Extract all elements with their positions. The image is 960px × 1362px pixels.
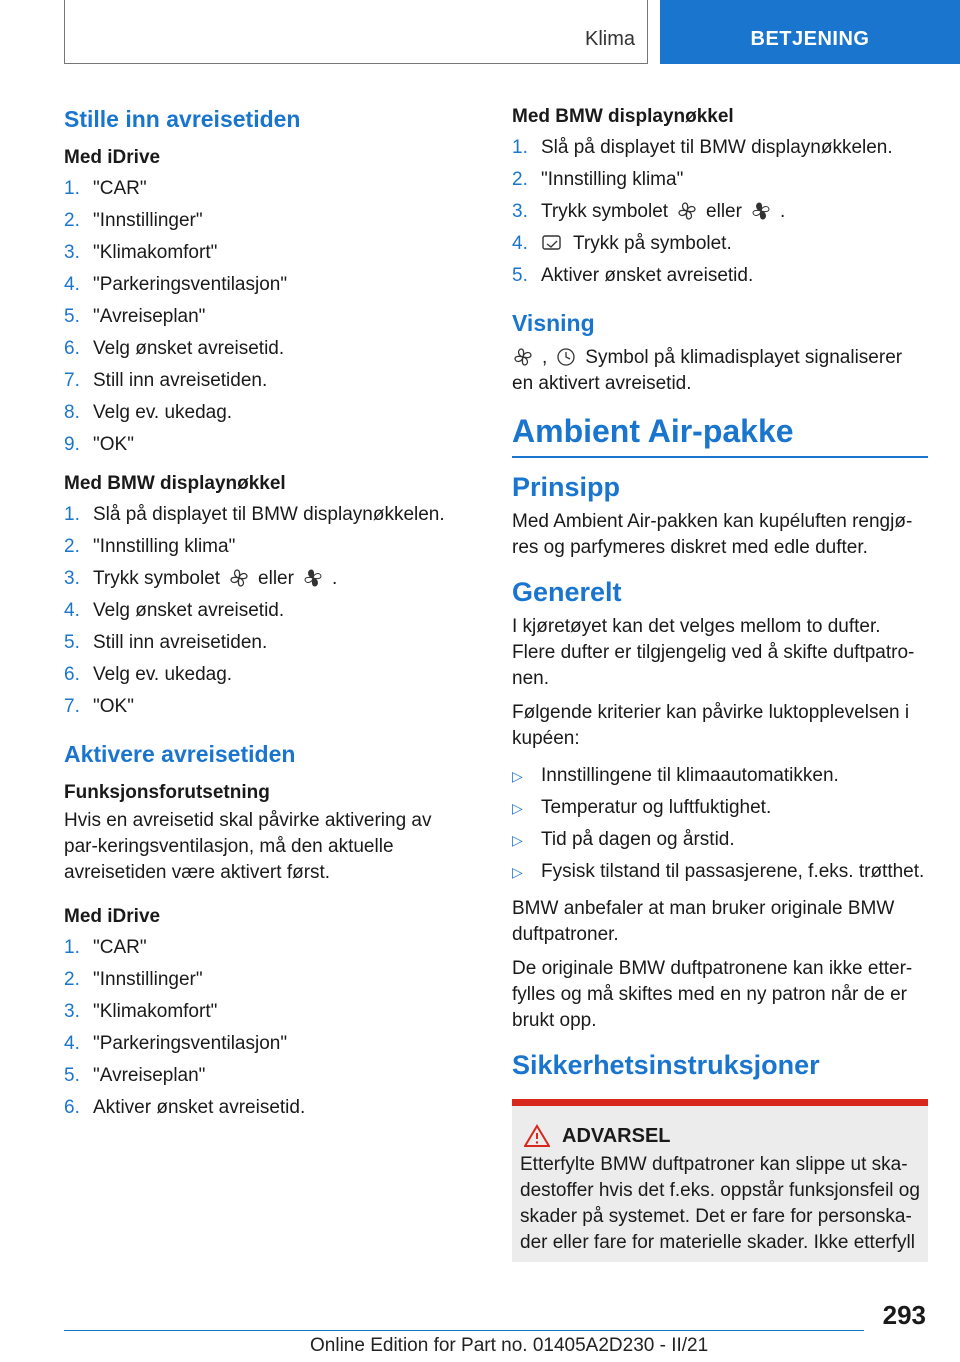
heading-activate-departure: Aktivere avreisetiden [64,741,296,767]
header-chapter-title: BETJENING [750,28,870,50]
warning-heading [520,1124,920,1148]
bullet-triangle-icon: ▷ [512,768,523,784]
bullet-triangle-icon: ▷ [512,864,523,880]
heading-ambient-air: Ambient Air-pakke [512,413,928,458]
fan-icon [512,347,534,367]
criteria-list [512,760,928,888]
label-idrive-2: Med iDrive [64,906,161,927]
fan-auto-icon [302,568,324,588]
list-item: 6. Aktiver ønsket avreisetid. [64,1097,306,1118]
list-item: 7. "OK" [64,696,134,717]
display-key-activate-steps-list [512,132,928,292]
label-display-key: Med BMW displaynøkkel [64,473,286,494]
list-item: 5. "Avreiseplan" [64,1065,206,1086]
list-item: 5. Aktiver ønsket avreisetid. [512,265,754,286]
list-item: 8. Velg ev. ukedag. [64,402,233,423]
heading-general: Generelt [512,577,622,607]
prerequisite-text: Hvis en avreisetid skal påvirke aktivering av par-keringsventilasjon, må den aktuelle avreisetiden være aktivert først. [64,810,432,883]
general-text-1: I kjøretøyet kan det velges mellom to dufter. Flere dufter er tilgjengelig ved å skifte duftpatro-nen. [512,616,915,689]
bullet-triangle-icon: ▷ [512,832,523,848]
list-item: 3. "Klimakomfort" [64,242,218,263]
header-section-box [64,0,648,64]
recommendation-text: BMW anbefaler at man bruker originale BMW duftpatroner. [512,898,895,945]
list-item: 5. Still inn avreisetiden. [64,632,268,653]
page-number: 293 [882,1300,926,1330]
list-item: 9. "OK" [64,434,134,455]
label-display-key-2: Med BMW displaynøkkel [512,106,734,127]
vent-timer-icon [541,233,563,253]
header-section-title: Klima [584,28,635,50]
footer-divider [64,1330,864,1331]
list-item: ▷ Innstillingene til klimaautomatikken. [512,760,928,792]
idrive-activate-steps-list [64,932,468,1124]
display-text: , Symbol på klimadisplayet signaliserer en aktivert avreisetid. [512,347,903,394]
list-item: 3. Trykk symbolet eller . [64,568,338,589]
header-chapter-tab [660,0,960,64]
heading-display: Visning [512,310,595,336]
list-item: ▷ Fysisk tilstand til passasjerene, f.eks. trøtthet. [512,856,928,888]
principle-text: Med Ambient Air-pakken kan kupéluften rengjø-res og parfymeres diskret med edle dufter. [512,511,913,558]
label-prerequisite: Funksjonsforutsetning [64,782,270,803]
list-item: 4. Trykk på symbolet. [512,233,732,254]
clock-icon [555,347,577,367]
warning-triangle-icon [524,1124,550,1148]
label-idrive: Med iDrive [64,147,161,168]
list-item: 6. Velg ønsket avreisetid. [64,338,285,359]
fan-icon [676,201,698,221]
list-item: 2. "Innstilling klima" [64,536,236,557]
list-item: 3. Trykk symbolet eller . [512,201,786,222]
list-item: 1. Slå på displayet til BMW displaynøkkelen. [64,504,445,525]
list-item: ▷ Tid på dagen og årstid. [512,824,928,856]
general-text-2: Følgende kriterier kan påvirke luktopplevelsen i kupéen: [512,702,910,749]
heading-safety: Sikkerhetsinstruksjoner [512,1050,820,1080]
list-item: 4. "Parkeringsventilasjon" [64,274,288,295]
list-item: 1. "CAR" [64,937,147,958]
list-item: 4. Velg ønsket avreisetid. [64,600,285,621]
list-item: 2. "Innstillinger" [64,210,203,231]
list-item: 2. "Innstilling klima" [512,169,684,190]
refill-text: De originale BMW duftpatronene kan ikke etter-fylles og må skiftes med en ny patron når de er brukt opp. [512,958,913,1031]
list-item: 1. "CAR" [64,178,147,199]
warning-title: ADVARSEL [562,1124,671,1147]
list-item: 1. Slå på displayet til BMW displaynøkkelen. [512,137,893,158]
list-item: 2. "Innstillinger" [64,969,203,990]
left-column [64,100,468,1132]
list-item: 6. Velg ev. ukedag. [64,664,233,685]
list-item: 3. "Klimakomfort" [64,1001,218,1022]
fan-auto-icon [750,201,772,221]
list-item: 7. Still inn avreisetiden. [64,370,268,391]
list-item: 5. "Avreiseplan" [64,306,206,327]
idrive-steps-list [64,173,468,461]
right-column [512,100,928,1262]
list-item: ▷ Temperatur og luftfuktighet. [512,792,928,824]
bullet-triangle-icon: ▷ [512,800,523,816]
warning-text: Etterfylte BMW duftpatroner kan slippe ut ska-destoffer hvis det f.eks. oppstår funksjonsfeil og skader på systemet. Det er fare for personska-der eller fare for materielle skader. Ikke etterfyll [520,1154,920,1253]
fan-icon [228,568,250,588]
list-item: 4. "Parkeringsventilasjon" [64,1033,288,1054]
heading-set-departure: Stille inn avreisetiden [64,106,301,132]
display-key-steps-list [64,499,468,723]
warning-box [512,1099,928,1262]
footer-edition: Online Edition for Part no. 01405A2D230 - II/21 [310,1335,709,1356]
heading-principle: Prinsipp [512,472,621,502]
